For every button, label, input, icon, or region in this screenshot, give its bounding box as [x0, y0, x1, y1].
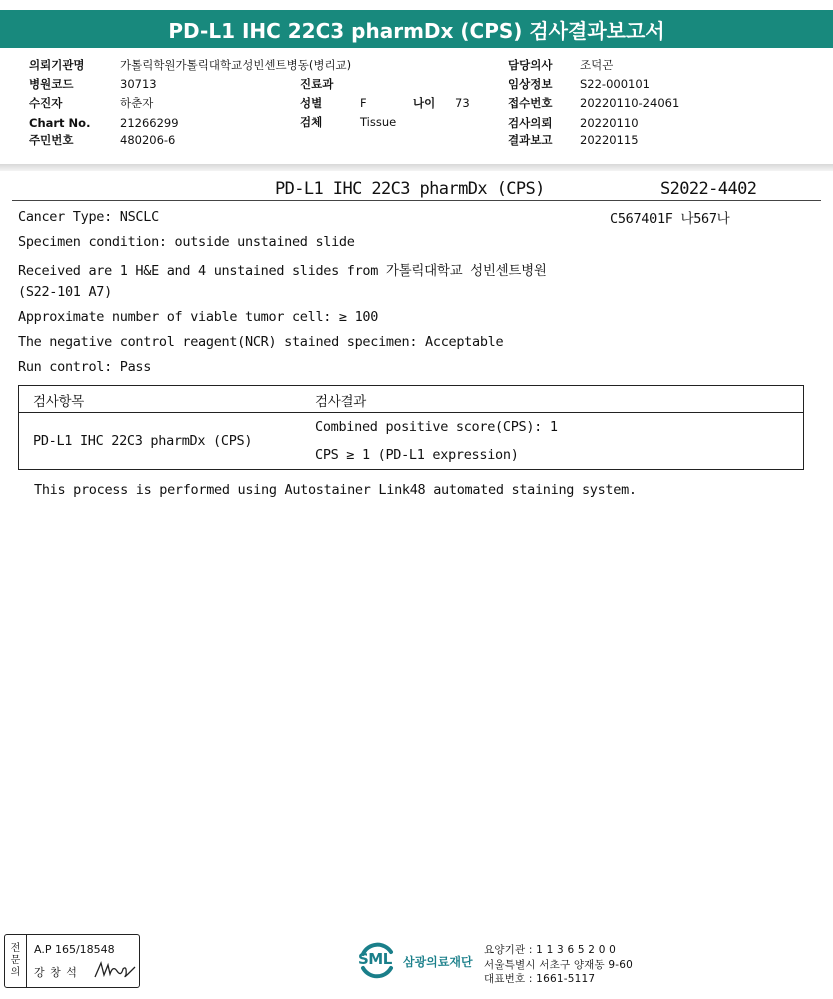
- report-line: Run control: Pass: [18, 359, 152, 375]
- age-value: 73: [455, 96, 470, 110]
- request-date-label: 검사의뢰: [508, 116, 553, 130]
- signature-icon: [93, 959, 137, 981]
- patient-value: 하춘자: [120, 96, 154, 110]
- report-line: Received are 1 H&E and 4 unstained slides from 가톨릭대학교 성빈센트병원: [18, 263, 547, 279]
- receipt-no-value: 20220110-24061: [580, 96, 680, 110]
- doctor-label: 담당의사: [508, 58, 553, 72]
- result-expression: CPS ≥ 1 (PD-L1 expression): [315, 447, 519, 463]
- chart-no-value: 21266299: [120, 116, 179, 130]
- patient-label: 수진자: [29, 96, 63, 110]
- sex-value: F: [360, 96, 367, 110]
- request-date-value: 20220110: [580, 116, 639, 130]
- header-result: 검사결과: [315, 394, 366, 410]
- hospital-code-value: 30713: [120, 77, 157, 91]
- report-line: Specimen condition: outside unstained slide: [18, 234, 355, 250]
- organization-address: 서울특별시 서초구 양재동 9-60: [484, 959, 634, 971]
- header-item: 검사항목: [33, 394, 84, 410]
- report-line: Approximate number of viable tumor cell: ≥ 100: [18, 309, 379, 325]
- organization-phone: 대표번호 : 1661-5117: [484, 973, 596, 985]
- organization-name: 삼광의료재단: [403, 955, 473, 969]
- receipt-no-label: 접수번호: [508, 96, 553, 110]
- process-note: This process is performed using Autostainer Link48 automated staining system.: [34, 482, 637, 498]
- report-line: The negative control reagent(NCR) stained specimen: Acceptable: [18, 334, 504, 350]
- sex-label: 성별: [300, 96, 323, 110]
- result-table: [18, 385, 804, 470]
- heading-rule: [12, 200, 821, 201]
- result-score: Combined positive score(CPS): 1: [315, 419, 558, 435]
- specimen-value: Tissue: [360, 115, 397, 129]
- report-line: Cancer Type: NSCLC: [18, 209, 159, 225]
- specialist-label: 전 문 의: [5, 935, 27, 987]
- report-date-label: 결과보고: [508, 133, 553, 147]
- test-item: PD-L1 IHC 22C3 pharmDx (CPS): [33, 433, 253, 449]
- specialist-name: 강 창 석: [34, 966, 78, 979]
- result-table-header: [19, 386, 803, 413]
- report-title-bar: PD-L1 IHC 22C3 pharmDx (CPS) 검사결과보고서: [0, 10, 833, 48]
- resident-no-value: 480206-6: [120, 133, 176, 147]
- report-number: S2022-4402: [660, 179, 757, 199]
- chart-no-label: Chart No.: [29, 116, 91, 130]
- age-label: 나이: [413, 96, 436, 110]
- institution-value: 가톨릭학원가톨릭대학교성빈센트병동(병리교): [120, 58, 352, 72]
- clinical-info-value: S22-000101: [580, 77, 650, 91]
- institution-label: 의뢰기관명: [29, 58, 85, 72]
- report-line: (S22-101 A7): [18, 284, 112, 300]
- department-label: 진료과: [300, 77, 334, 91]
- specimen-label: 검체: [300, 115, 323, 129]
- specimen-code: C567401F 나567나: [610, 211, 730, 227]
- specialist-box: [4, 934, 140, 988]
- care-org-number: 요양기관 : 1 1 3 6 5 2 0 0: [484, 944, 616, 956]
- resident-no-label: 주민번호: [29, 133, 74, 147]
- doctor-value: 조덕곤: [580, 58, 614, 72]
- hospital-code-label: 병원코드: [29, 77, 74, 91]
- license-number: A.P 165/18548: [34, 943, 115, 956]
- report-date-value: 20220115: [580, 133, 639, 147]
- clinical-info-label: 임상정보: [508, 77, 553, 91]
- header-separator: [0, 164, 833, 171]
- report-heading: PD-L1 IHC 22C3 pharmDx (CPS): [275, 179, 545, 199]
- sml-logo-text: SML: [358, 950, 392, 968]
